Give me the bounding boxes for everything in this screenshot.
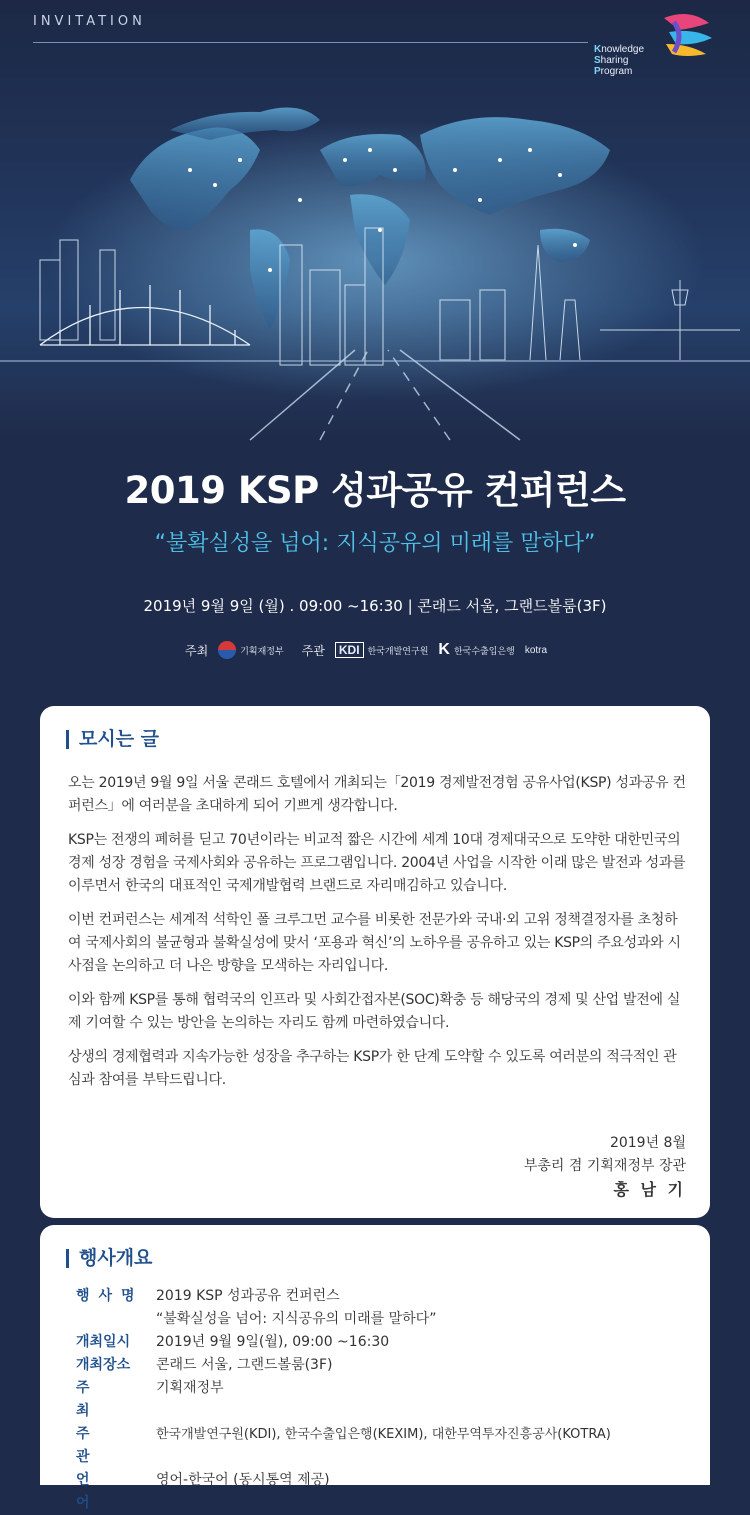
overview-value xyxy=(156,1285,436,1331)
letter-body xyxy=(68,772,688,1103)
invitation-label: INVITATION xyxy=(33,14,146,29)
letter-paragraph: 이번 컨퍼런스는 세계적 석학인 폴 크루그먼 교수를 비롯한 전문가와 국내·외 고위 정책결정자를 초청하여 국제사회의 불균형과 불확실성에 맞서 ‘포용과 혁신’의 노하우를 공유하고 있는 KSP의 주요성과와 시사점을 논의하고 더 나은 방향을 모색하는 자리입니다. xyxy=(68,912,681,974)
government-emblem-icon xyxy=(218,641,236,659)
host-label: 주최 xyxy=(185,643,209,658)
conference-title: 2019 KSP 성과공유 컨퍼런스 xyxy=(124,469,626,512)
overview-row xyxy=(76,1354,611,1377)
kdi-logo-icon: KDI xyxy=(335,642,364,658)
overview-table xyxy=(76,1285,611,1515)
ksp-logo-text: Knowledge Sharing Program xyxy=(594,44,645,77)
kdi-name: 한국개발연구원 xyxy=(367,646,429,657)
kotra-logo: kotra xyxy=(524,644,548,656)
overview-key: 언어 xyxy=(76,1472,124,1511)
event-date-venue: 2019년 9월 9일 (월) . 09:00 ~16:30 | 콘래드 서울, 그랜드볼룸(3F) xyxy=(143,597,607,615)
overview-key: 주최 xyxy=(76,1380,124,1419)
overview-row xyxy=(76,1377,611,1423)
event-overview-card xyxy=(40,1225,710,1511)
letter-paragraph: 오는 2019년 9월 9일 서울 콘래드 호텔에서 개최되는「2019 경제발전경험 공유사업(KSP) 성과공유 컨퍼런스」에 여러분을 초대하게 되어 기쁘게 생각합니다. xyxy=(68,775,686,814)
overview-value-line: 2019년 9월 9일(월), 09:00 ~16:30 xyxy=(156,1334,390,1350)
host-org-name: 기획재정부 xyxy=(240,646,284,657)
hero-banner xyxy=(0,0,750,440)
overview-value-line: 콘래드 서울, 그랜드볼룸(3F) xyxy=(156,1357,333,1373)
overview-value-line: 2019 KSP 성과공유 컨퍼런스 xyxy=(156,1288,340,1304)
overview-row xyxy=(76,1331,611,1354)
overview-value-line: 기획재정부 xyxy=(156,1380,224,1396)
kexim-org xyxy=(438,641,514,659)
sponsor-strip xyxy=(185,632,585,668)
organizer-label: 주관 xyxy=(301,643,325,658)
conference-subtitle: “불확실성을 넘어: 지식공유의 미래를 말하다” xyxy=(154,531,596,556)
signer-name: 홍 남 기 xyxy=(613,1180,686,1199)
overview-value-line: 영어-한국어 (동시통역 제공) xyxy=(156,1472,330,1488)
overview-key: 개최일시 xyxy=(76,1334,131,1350)
overview-row xyxy=(76,1469,611,1515)
overview-row xyxy=(76,1423,611,1469)
letter-heading: 모시는 글 xyxy=(66,730,159,749)
kexim-logo-icon: K xyxy=(438,641,450,658)
overview-key: 행사명 xyxy=(76,1288,144,1304)
letter-paragraph: 상생의 경제협력과 지속가능한 성장을 추구하는 KSP가 한 단계 도약할 수 있도록 여러분의 적극적인 관심과 참여를 부탁드립니다. xyxy=(68,1049,677,1088)
overview-value xyxy=(156,1469,330,1515)
signature-block xyxy=(524,1132,686,1201)
kexim-name: 한국수출입은행 xyxy=(453,646,515,657)
letter-date: 2019년 8월 xyxy=(609,1135,686,1151)
overview-value xyxy=(156,1354,332,1377)
overview-row xyxy=(76,1285,611,1331)
overview-value-line: “불확실성을 넘어: 지식공유의 미래를 말하다” xyxy=(156,1311,437,1327)
host-org xyxy=(218,641,283,659)
invitation-letter-card xyxy=(40,706,710,1218)
overview-key: 개최장소 xyxy=(76,1357,131,1373)
signer-position: 부총리 겸 기획재정부 장관 xyxy=(523,1158,686,1174)
kdi-org xyxy=(335,642,429,658)
overview-value-line: 한국개발연구원(KDI), 한국수출입은행(KEXIM), 대한무역투자진흥공사(KOTRA) xyxy=(156,1427,611,1442)
ksp-logo xyxy=(594,8,724,88)
overview-key: 주관 xyxy=(76,1426,124,1465)
letter-paragraph: 이와 함께 KSP를 통해 협력국의 인프라 및 사회간접자본(SOC)확충 등 해당국의 경제 및 산업 발전에 실제 기여할 수 있는 방안을 논의하는 자리도 함께 마련하였습니다. xyxy=(68,992,681,1031)
title-block xyxy=(0,460,750,557)
overview-value xyxy=(156,1377,224,1423)
overview-value xyxy=(156,1423,611,1469)
letter-paragraph: KSP는 전쟁의 폐허를 딛고 70년이라는 비교적 짧은 시간에 세계 10대 경제대국으로 도약한 대한민국의 경제 성장 경험을 국제사회와 공유하는 프로그램입니다. 2004년 사업을 시작한 이래 많은 발전과 성과를 이루면서 한국의 대표적인 국제개발협력 브랜드로 자리매김하고 있습니다. xyxy=(68,832,686,894)
header-divider xyxy=(33,42,588,43)
overview-heading: 행사개요 xyxy=(66,1249,152,1268)
overview-value xyxy=(156,1331,389,1354)
